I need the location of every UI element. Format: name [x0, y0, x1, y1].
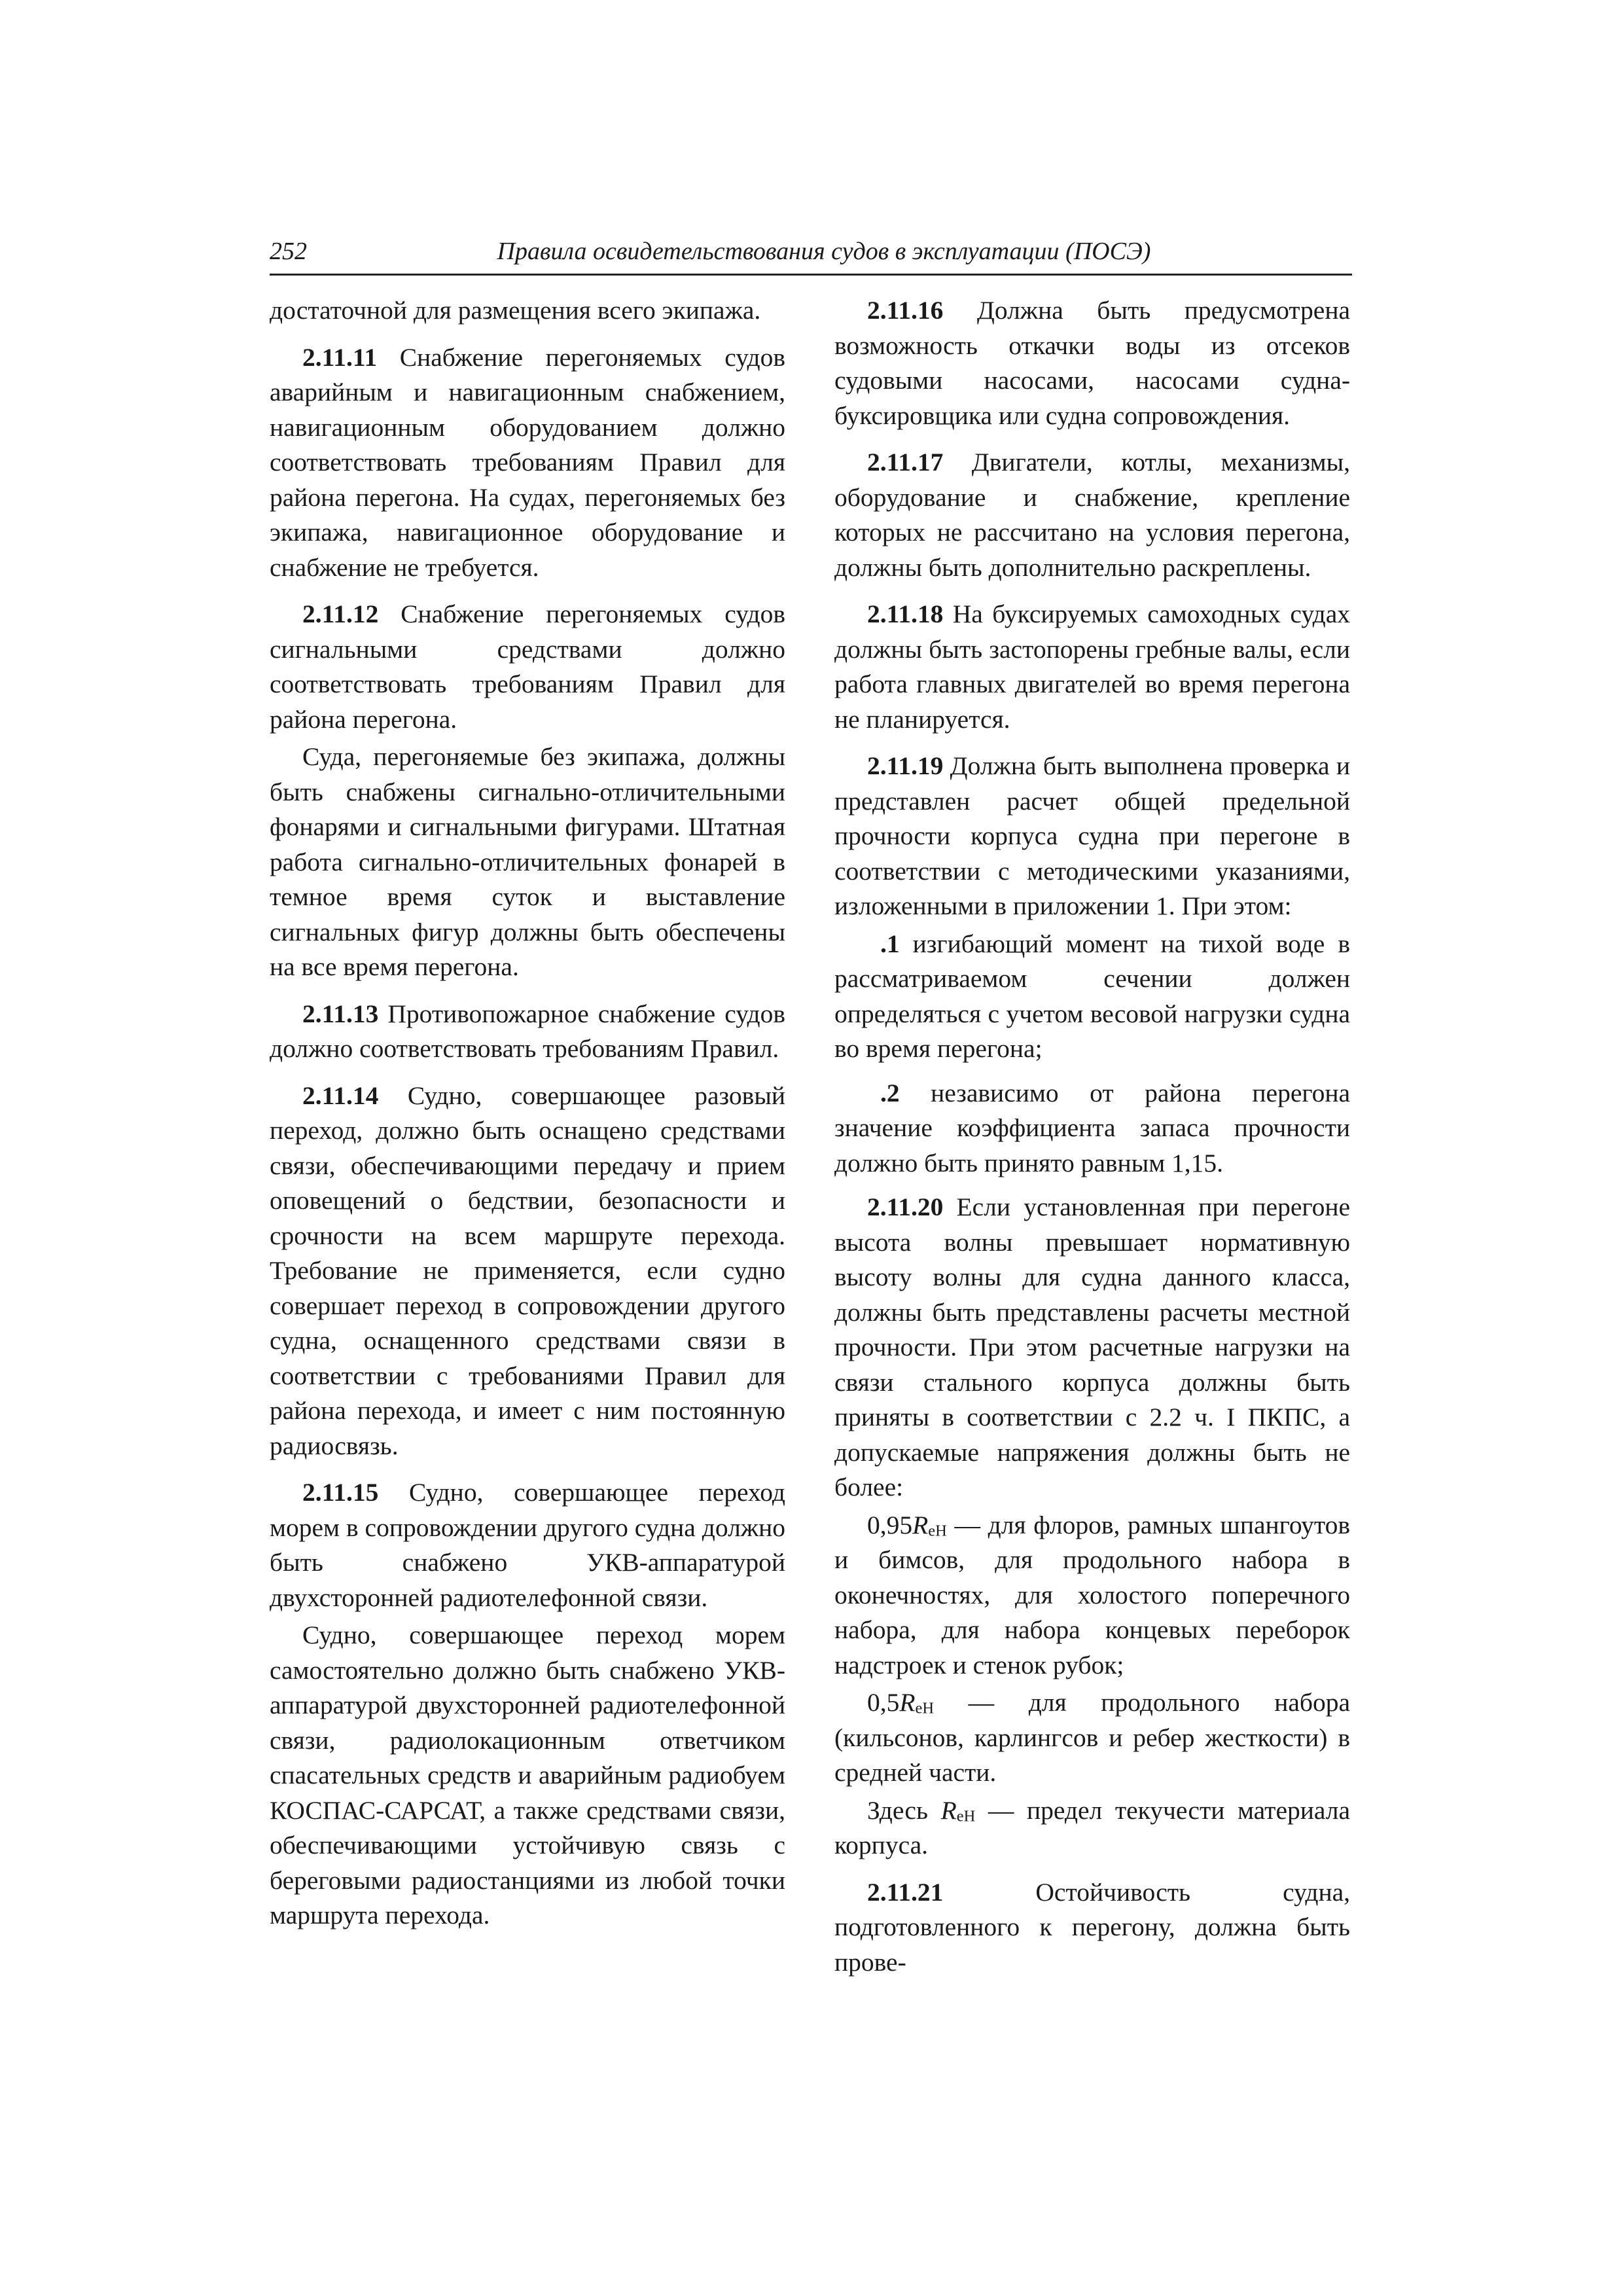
clause-text: На буксируемых самоходных судах должны быть застопорены гребные валы, если работа главных двигателей во время перегона не планируется. — [834, 600, 1350, 734]
clause-number: 2.11.20 — [867, 1193, 944, 1221]
clause-text: Снабжение перегоняемых судов сигнальными средствами должно соответствовать требованиям Правил для района перегона. — [270, 600, 785, 734]
clause-text: Противопожарное снабжение судов должно соответствовать требованиям Правил. — [270, 999, 785, 1063]
clause-text: Если установленная при перегоне высота волны превышает нормативную высоту волны для судна данного класса, должны быть представлены расчеты местной прочности. При этом расчетные нагрузки на связи стального корпуса должны быть приняты в соответствии с 2.2 ч. I ПКПС, а допускаемые напряжения должны быть не более: — [834, 1193, 1350, 1501]
clause-number: 2.11.17 — [867, 448, 944, 476]
clause-number: 2.11.19 — [867, 751, 944, 780]
yield-symbol: R — [899, 1688, 916, 1717]
clause-2-11-18 — [834, 597, 1350, 737]
clause-2-11-12 — [270, 597, 785, 737]
clause-2-11-15 — [270, 1475, 785, 1615]
clause-2-11-17 — [834, 445, 1350, 585]
running-title: Правила освидетельствования судов в эксплуатации (ПОСЭ) — [497, 238, 1151, 265]
formula-text: — для флоров, рамных шпангоутов и бимсов, для продольного набора в оконечностях, для холостого поперечного набора, для набора концевых переборок надстроек и стенок рубок; — [834, 1510, 1350, 1679]
definition-text: — предел текучести материала корпуса. — [834, 1795, 1350, 1859]
clause-text: Двигатели, котлы, механизмы, оборудование и снабжение, крепление которых не рассчитано на условия перегона, должны быть дополнительно раскреплены. — [834, 448, 1350, 582]
item-number: .2 — [880, 1078, 900, 1107]
clause-number: 2.11.12 — [302, 600, 379, 628]
stress-limit-longitudinal — [834, 1685, 1350, 1791]
paragraph-signal-lights: Суда, перегоняемые без экипажа, должны быть снабжены сигнально-отличительными фонарями и сигнальными фигурами. Штатная работа сигнально-отличительных фонарей в темное время суток и выставление сигнальных фигур должны быть обеспечены на все время перегона. — [270, 742, 785, 981]
yield-definition — [834, 1793, 1350, 1863]
definition-prefix: Здесь — [867, 1795, 941, 1825]
yield-subscript: eH — [915, 1699, 935, 1717]
paragraph-continuation: достаточной для размещения всего экипажа. — [270, 296, 761, 325]
clause-number: 2.11.13 — [302, 999, 379, 1028]
clause-number: 2.11.16 — [867, 296, 944, 325]
left-column — [270, 293, 785, 1945]
yield-symbol: R — [940, 1795, 957, 1825]
clause-number: 2.11.18 — [867, 600, 944, 628]
clause-text: Снабжение перегоняемых судов аварийным и навигационным снабжением, навигационным оборудованием должно соответствовать требованиям Правил для района перегона. На судах, перегоняемых без экипажа, навигационное оборудование и снабжение не требуется. — [270, 342, 785, 582]
right-column — [834, 293, 1350, 1992]
yield-subscript: eH — [956, 1807, 976, 1825]
clause-number: 2.11.21 — [867, 1877, 944, 1907]
yield-symbol: R — [912, 1510, 929, 1539]
item-text: независимо от района перегона значение коэффициента запаса прочности должно быть принято равным 1,15. — [834, 1078, 1350, 1177]
clause-number: 2.11.14 — [302, 1081, 379, 1110]
clause-text: Остойчивость судна, подготовленного к перегону, должна быть прове- — [834, 1877, 1350, 1977]
clause-2-11-13 — [270, 997, 785, 1067]
stress-limit-frames — [834, 1508, 1350, 1683]
yield-subscript: eH — [928, 1522, 947, 1540]
page-number: 252 — [270, 238, 307, 265]
clause-2-11-21 — [834, 1875, 1350, 1981]
clause-2-11-16 — [834, 293, 1350, 433]
item-number: .1 — [880, 929, 900, 958]
clause-text: Судно, совершающее разовый переход, должно быть оснащено средствами связи, обеспечивающими передачу и прием оповещений о бедствии, безопасности и срочности на всем маршруте перехода. Требование не применяется, если судно совершает переход в сопровождении другого судна, оснащенного средствами связи в соответствии с требованиями Правил для района перехода, и имеет с ним постоянную радиосвязь. — [270, 1081, 785, 1460]
clause-2-11-14 — [270, 1079, 785, 1464]
clause-number: 2.11.15 — [302, 1478, 379, 1507]
item-text: изгибающий момент на тихой воде в рассматриваемом сечении должен определяться с учетом весовой нагрузки судна во время перегона; — [834, 929, 1350, 1063]
page-header — [270, 237, 1352, 276]
clause-text: Судно, совершающее переход морем в сопровождении другого судна должно быть снабжено УКВ-аппаратурой двухсторонней радиотелефонной связи. — [270, 1478, 785, 1612]
list-item-1 — [834, 927, 1350, 1067]
paragraph-independent-passage: Судно, совершающее переход морем самостоятельно должно быть снабжено УКВ-аппаратурой двухсторонней радиотелефонной связи, радиолокационным ответчиком спасательных средств и аварийным радиобуем КОСПАС-САРСАТ, а также средствами связи, обеспечивающими устойчивую связь с береговыми радиостанциями из любой точки маршрута перехода. — [270, 1621, 785, 1929]
coefficient: 0,5 — [867, 1688, 900, 1717]
clause-text: Должна быть выполнена проверка и представлен расчет общей предельной прочности корпуса судна при перегоне в соответствии с методическими указаниями, изложенными в приложении 1. При этом: — [834, 751, 1350, 920]
formula-text: — для продольного набора (кильсонов, карлингсов и ребер жесткости) в средней части. — [834, 1688, 1350, 1787]
list-item-2 — [834, 1076, 1350, 1181]
clause-2-11-11 — [270, 340, 785, 586]
clause-text: Должна быть предусмотрена возможность откачки воды из отсеков судовыми насосами, насосами судна-буксировщика или судна сопровождения. — [834, 296, 1350, 430]
clause-2-11-20 — [834, 1190, 1350, 1505]
clause-2-11-19 — [834, 749, 1350, 924]
clause-number: 2.11.11 — [302, 342, 378, 372]
coefficient: 0,95 — [867, 1510, 913, 1539]
